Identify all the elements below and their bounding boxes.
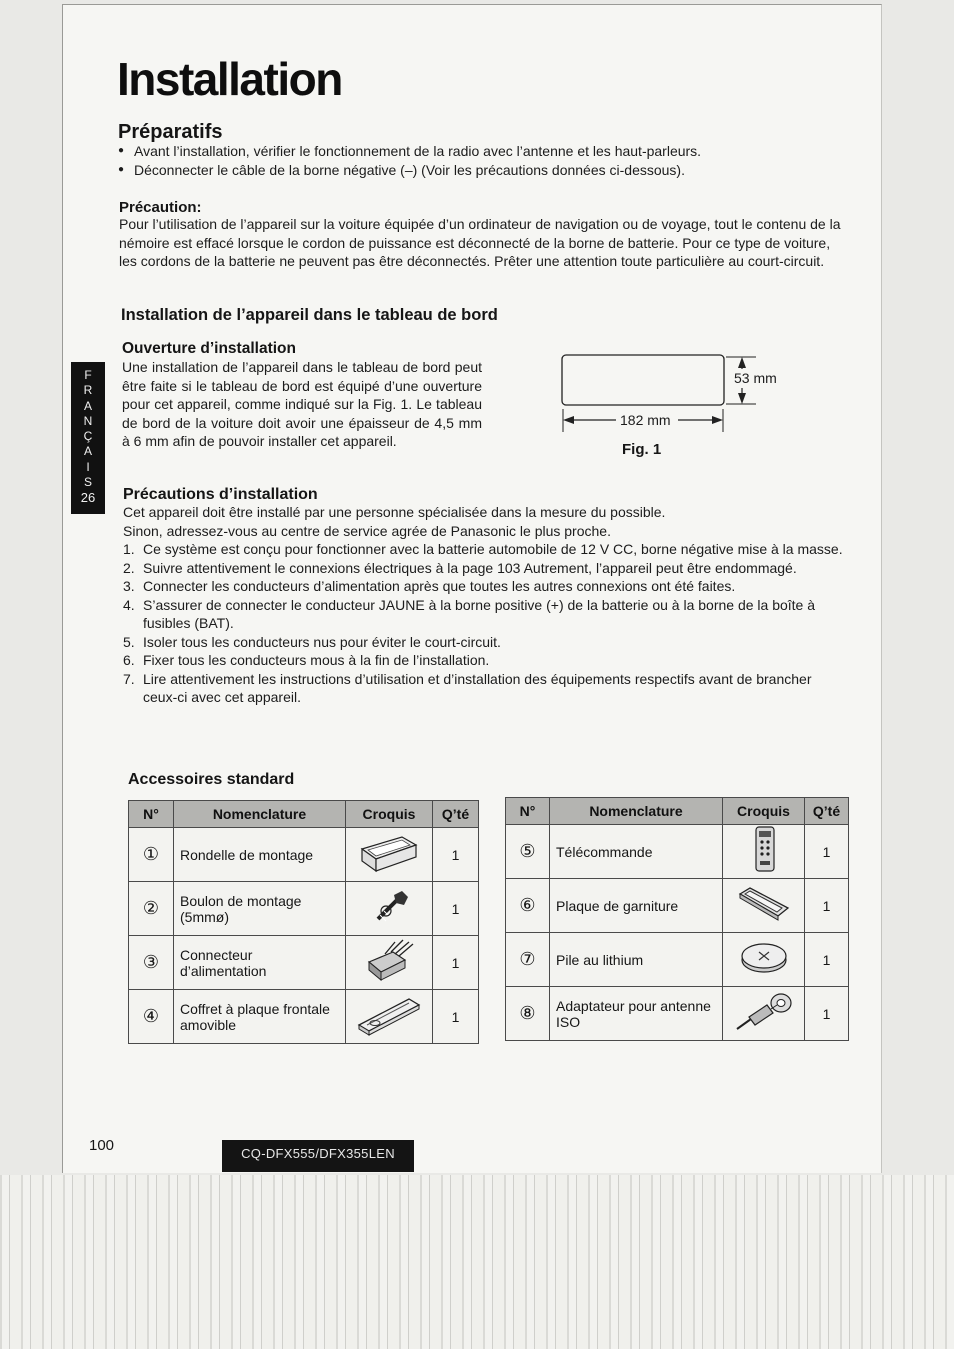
item-number: ④ [129,990,174,1044]
list-item: 1. Ce système est conçu pour fonctionner avec la batterie automobile de 12 V CC, borne négative mise à la masse. [123,541,843,557]
list-item: 6. Fixer tous les conducteurs mous à la fin de l’installation. [123,652,490,668]
col-header-no: N° [506,798,550,825]
ouverture-heading: Ouverture d’installation [122,340,296,357]
arrow-right-icon [712,416,723,424]
table-header-row [129,801,479,828]
accessories-table-left [128,800,479,1044]
item-name: Pile au lithium [550,933,723,987]
item-name: Coffret à plaque frontale amovible [174,990,346,1044]
table-row [129,990,479,1044]
item-number: ② [129,882,174,936]
list-item: 3. Connecter les conducteurs d’alimentation après que toutes les autres connexions ont été faites. [123,578,736,594]
width-label: 182 mm [620,412,671,428]
item-name: Plaque de garniture [550,879,723,933]
item-qty: 1 [433,936,479,990]
col-header-name: Nomenclature [550,798,723,825]
antenna-adapter-icon [723,987,805,1041]
col-header-sketch: Croquis [346,801,433,828]
trim-plate-icon [723,879,805,933]
figure-1 [560,352,790,462]
section-number: 26 [80,490,96,505]
item-name: Boulon de montage (5mmø) [174,882,346,936]
preparatifs-bullet: ● Avant l’installation, vérifier le fonctionnement de la radio avec l’antenne et les haut-parleurs. [118,142,838,161]
ouverture-text: Une installation de l’appareil dans le tableau de bord peut être faite si le tableau de bord est équipé d’une ouverture pour cet appareil, comme indiqué sur la Fig. 1. Le tableau de bord de la voiture doit avoir une épaisseur de 4,5 mm à 6 mm afin de pouvoir installer cet appareil. [122,359,482,449]
table-row [506,825,849,879]
precaution-text: Pour l’utilisation de l’appareil sur la voiture équipée d’un ordinateur de navigation ou de voyage, tout le contenu de la némoire est effacé lorsque le cordon de puissance est déconnecté de la borne de batterie. Pour ce type de voiture, les cordons de la batterie ne peuvent pas être déconnectés. Prêter une attention toute particulière au court-circuit. [119,216,841,269]
height-label: 53 mm [734,370,777,386]
item-number: ① [129,828,174,882]
precaution-heading: Précaution: [119,199,202,216]
table-row [129,882,479,936]
precautions-list [123,540,848,707]
figure-caption: Fig. 1 [622,441,662,458]
accessories-table-right [505,797,849,1041]
col-header-sketch: Croquis [723,798,805,825]
power-connector-icon [346,936,433,990]
accessories-heading: Accessoires standard [128,771,295,788]
arrow-down-icon [738,393,746,404]
language-letters: F R A N Ç A I S [83,368,93,490]
item-name: Adaptateur pour antenne ISO [550,987,723,1041]
item-qty: 1 [433,990,479,1044]
item-number: ⑤ [506,825,550,879]
item-name: Télécommande [550,825,723,879]
table-row [506,933,849,987]
arrow-left-icon [563,416,574,424]
item-qty: 1 [805,825,849,879]
list-item: 7. Lire attentivement les instructions d’utilisation et d’installation des équipements respectifs avant de brancher ceux-ci avec cet appareil. [123,670,812,705]
item-number: ③ [129,936,174,990]
item-qty: 1 [805,879,849,933]
page-number: 100 [89,1137,115,1154]
mounting-bolt-icon [346,882,433,936]
mounting-collar-icon [346,828,433,882]
lithium-battery-icon [723,933,805,987]
item-qty: 1 [433,882,479,936]
list-item: 2. Suivre attentivement le connexions électriques à la page 103 Autrement, l’appareil peut être endommagé. [123,559,797,576]
table-row [506,987,849,1041]
precautions-intro [123,503,843,540]
list-item: 4. S’assurer de connecter le conducteur JAUNE à la borne positive (+) de la batterie ou à la borne de la boîte à fusibles (BAT). [123,596,816,631]
item-number: ⑥ [506,879,550,933]
language-side-tab [71,362,105,514]
col-header-name: Nomenclature [174,801,346,828]
col-header-qty: Q’té [805,798,849,825]
faceplate-case-icon [346,990,433,1044]
item-name: Connecteur d’alimentation [174,936,346,990]
intro-line: Sinon, adressez-vous au centre de service agrée de Panasonic le plus proche. [123,522,611,539]
item-name: Rondelle de montage [174,828,346,882]
table-header-row [506,798,849,825]
model-badge: CQ-DFX555/DFX355LEN [222,1140,414,1172]
col-header-qty: Q’té [433,801,479,828]
item-number: ⑧ [506,987,550,1041]
table-row [506,879,849,933]
item-qty: 1 [805,987,849,1041]
preparatifs-list [118,142,838,179]
precautions-heading: Précautions d’installation [123,486,318,503]
intro-line: Cet appareil doit être installé par une personne spécialisée dans la mesure du possible. [123,504,666,520]
preparatifs-heading: Préparatifs [118,121,223,143]
preparatifs-bullet: ● Déconnecter le câble de la borne négative (–) (Voir les précautions données ci-dessous). [118,161,838,180]
opening-outline [562,355,724,405]
table-row [129,936,479,990]
item-number: ⑦ [506,933,550,987]
scan-background [0,1175,954,1349]
item-qty: 1 [805,933,849,987]
remote-control-icon [723,825,805,879]
page-title: Installation [117,53,342,105]
install-heading: Installation de l’appareil dans le tableau de bord [121,306,498,324]
list-item: 5. Isoler tous les conducteurs nus pour éviter le court-circuit. [123,633,501,650]
col-header-no: N° [129,801,174,828]
item-qty: 1 [433,828,479,882]
table-row [129,828,479,882]
arrow-up-icon [738,357,746,368]
